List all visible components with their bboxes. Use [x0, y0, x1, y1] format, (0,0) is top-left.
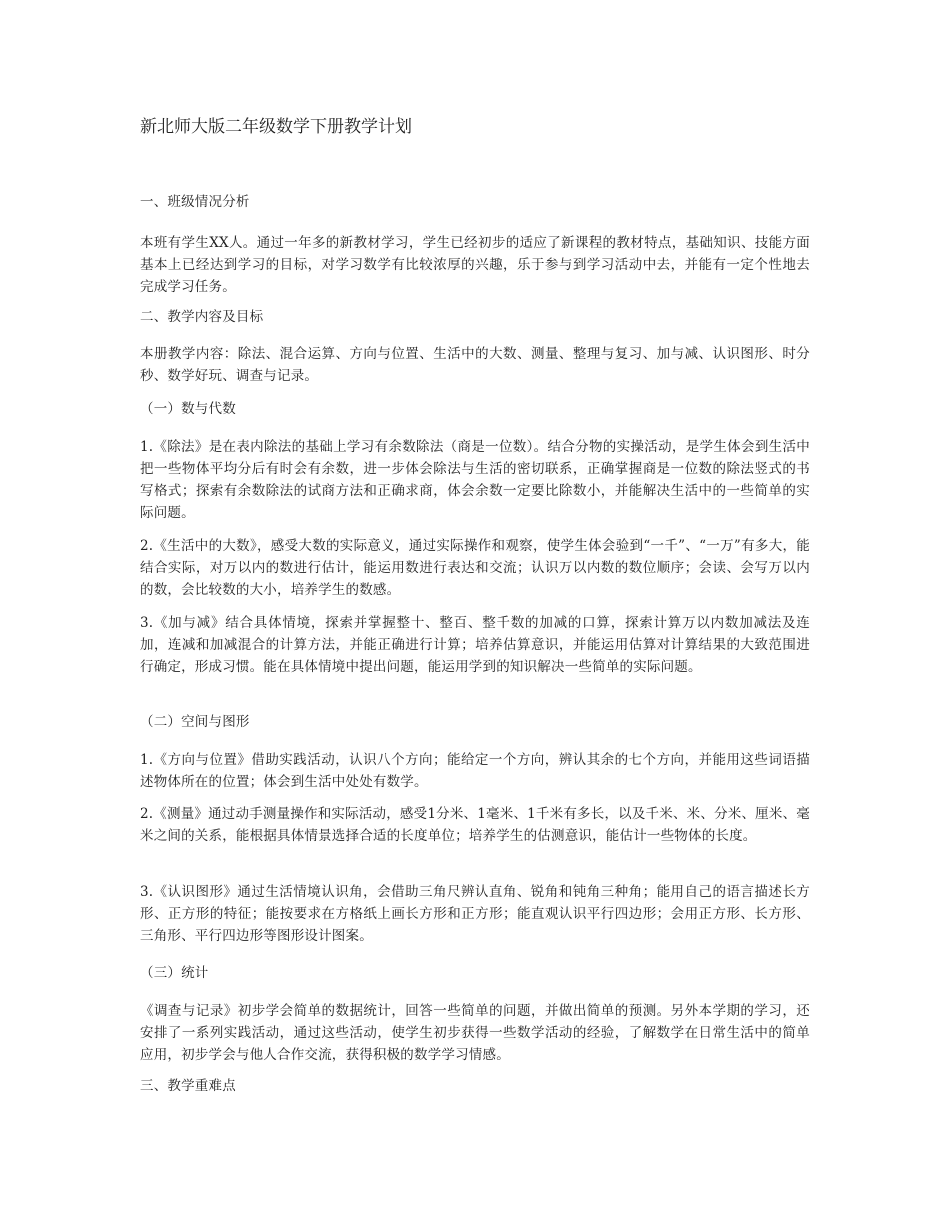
paragraph-direction-position: 1.《方向与位置》借助实践活动，认识八个方向；能给定一个方向，辨认其余的七个方向，并能用这些词语描述物体所在的位置；体会到生活中处处有数学。 [140, 752, 810, 790]
section-heading-class-analysis: 一、班级情况分析 [140, 194, 250, 210]
paragraph-class-analysis: 本班有学生XX人。通过一年多的新教材学习，学生已经初步的适应了新课程的教材特点，基础知识、技能方面基本上已经达到学习的目标，对学习数学有比较浓厚的兴趣，乐于参与到学习活动中去，并能有一定个性地去完成学习任务。 [140, 235, 810, 295]
document-page [140, 0, 810, 1230]
document-title: 新北师大版二年级数学下册教学计划 [140, 117, 412, 137]
paragraph-recognize-shapes: 3.《认识图形》通过生活情境认识角，会借助三角尺辨认直角、锐角和钝角三种角；能用自己的语言描述长方形、正方形的特征；能按要求在方格纸上画长方形和正方形；能直观认识平行四边形；会用正方形、长方形、三角形、平行四边形等图形设计图案。 [140, 884, 810, 944]
subsection-heading-numbers-algebra: （一）数与代数 [140, 401, 236, 417]
paragraph-measurement: 2.《测量》通过动手测量操作和实际活动，感受1分米、1毫米、1千米有多长，以及千米、米、分米、厘米、毫米之间的关系，能根据具体情景选择合适的长度单位；培养学生的估测意识，能估计一些物体的长度。 [140, 806, 810, 844]
paragraph-addition-subtraction: 3.《加与减》结合具体情境，探索并掌握整十、整百、整千数的加减的口算，探索计算万以内数加减法及连加，连减和加减混合的计算方法，并能正确进行计算；培养估算意识，并能运用估算对计算结果的大致范围进行确定，形成习惯。能在具体情境中提出问题，能运用学到的知识解决一些简单的实际问题。 [140, 615, 810, 675]
subsection-heading-statistics: （三）统计 [140, 965, 209, 981]
subsection-heading-space-shapes: （二）空间与图形 [140, 714, 250, 730]
paragraph-content-overview: 本册教学内容：除法、混合运算、方向与位置、生活中的大数、测量、整理与复习、加与减、认识图形、时分秒、数学好玩、调查与记录。 [140, 346, 810, 384]
paragraph-survey-records: 《调查与记录》初步学会简单的数据统计，回答一些简单的问题，并做出简单的预测。另外本学期的学习，还安排了一系列实践活动，通过这些活动，使学生初步获得一些数学活动的经验，了解数学在日常生活中的简单应用，初步学会与他人合作交流，获得积极的数学学习情感。 [140, 1003, 810, 1063]
section-heading-content-goals: 二、教学内容及目标 [140, 309, 264, 325]
paragraph-large-numbers: 2.《生活中的大数》，感受大数的实际意义，通过实际操作和观察，使学生体会验到“一千”、“一万”有多大，能结合实际，对万以内的数进行估计，能运用数进行表达和交流；认识万以内数的数位顺序；会读、会写万以内的数，会比较数的大小，培养学生的数感。 [140, 538, 810, 598]
paragraph-division: 1.《除法》是在表内除法的基础上学习有余数除法（商是一位数）。结合分物的实操活动，是学生体会到生活中把一些物体平均分后有时会有余数，进一步体会除法与生活的密切联系，正确掌握商是一位数的除法竖式的书写格式；探索有余数除法的试商方法和正确求商，体会余数一定要比除数小，并能解决生活中的一些简单的实际问题。 [140, 439, 810, 521]
section-heading-key-difficulties: 三、教学重难点 [140, 1078, 236, 1094]
